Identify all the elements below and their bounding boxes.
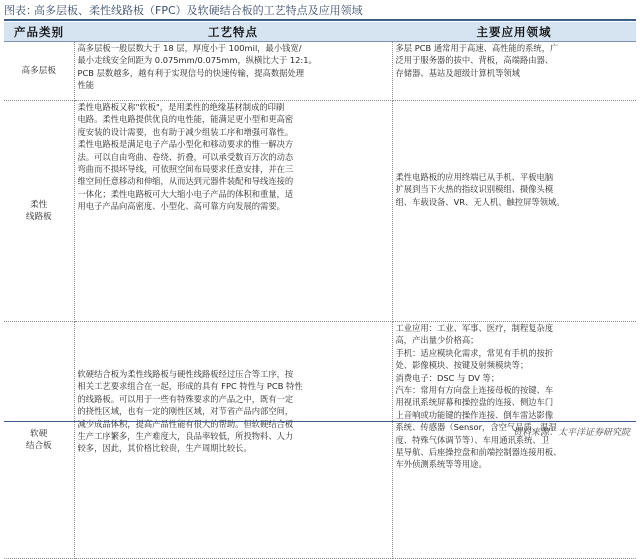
caption-title: 高多层板、柔性线路板（FPC）及软硬结合板的工艺特点及应用领域 [34,4,363,17]
source-note: 资料来源：太平洋证券研究院 [512,428,630,438]
category-cell [4,322,74,559]
feature-line: 生产工序繁多，生产难度大，良品率较低，所投物料、人力 [77,431,294,442]
header-features: 工艺特点 [74,22,392,42]
feature-line: 一体化；柔性电路板可大大缩小电子产品的体积和重量，适 [77,188,294,199]
feature-line: 相关工艺要求组合在一起，形成的具有 FPC 特性与 PCB 特性 [77,381,303,392]
application-line: 上音响或功能键的操作连接、倒车雷达影像 [395,409,554,420]
features-cell [74,101,392,322]
top-rule [4,19,636,21]
feature-line: 的挠性区域，也有一定的刚性区域，对节省产品内部空间， [77,406,294,417]
table-row [4,322,636,559]
feature-line: 高多层板一般层数大于 18 层，厚度小于 100mil，最小钱宽/ [77,43,302,53]
application-line: 泛用于服务器的拔中、背板，高端路由器、 [395,55,554,66]
header-applications: 主要应用领域 [392,22,636,42]
feature-line: 电路。柔性电路提供优良的电性能，能满足更小型和更高密 [77,114,294,125]
application-line: 星导航、后座操控盘和前端控制器连接用板、 [395,447,562,458]
category-text: 高多层板 [21,65,56,76]
category-cell [4,42,74,101]
application-line: 用视讯系统屏幕和操控盘的连接、侧边车门 [395,397,554,408]
application-line: 柔性电路板的应用终端已从手机、平板电脑 [395,172,554,182]
category-text: 线路板 [25,212,52,222]
feature-line: 较多，因此，其价格比较贵，生产周期比较长。 [77,443,252,454]
feature-line: 减少成品体积，提高产品性能有很大的帮助。但软硬结合板 [77,418,294,429]
category-text: 结合板 [25,441,52,451]
applications-cell [392,42,636,101]
table-row [4,101,636,322]
feature-line: 度安装的设计需要，也有助于减少组装工序和增强可靠性。 [77,126,294,137]
application-line: 处、影像模块、按键及射频模块等； [395,360,529,371]
application-line: 度、特殊气体调节等）、车用通讯系统、卫 [395,434,549,445]
feature-line: 用电子产品向高密度、小型化、高可靠方向发展的需要。 [77,201,285,212]
features-cell [74,42,392,101]
feature-line: 的线路板。可以用于一些有特殊要求的产品之中，既有一定 [77,393,294,404]
applications-cell [392,322,636,559]
application-line: 工业应用：工业、军事、医疗，制程复杂度 [395,323,554,333]
comparison-table [4,22,636,559]
feature-line: 性能 [77,80,95,91]
feature-line: 最小走线安全间距为 0.075mm/0.075mm，纵横比大于 12:1。 [77,55,317,66]
application-line: 高，产出量少价格高； [395,335,479,346]
feature-line: 法。可以自由弯曲、卷绕、折叠，可以承受数百万次的动态 [77,151,294,162]
application-line: 消费电子：DSC 与 DV 等； [395,372,500,383]
table-header-row [4,22,636,42]
feature-line: 柔性电路板是满足电子产品小型化和移动要求的惟一解决方 [77,139,294,150]
feature-line: PCB 层数越多，越有利于实现信号的快速传输，提高数据处理 [77,67,305,78]
category-text: 软硬 [30,428,48,439]
category-text: 柔性 [30,199,48,210]
application-line: 存储器、基站及超级计算机等领域 [395,67,520,78]
feature-line: 软硬结合板为柔性线路板与硬性线路板经过压合等工序，按 [77,369,294,379]
application-line: 车外侦测系统等等用途。 [395,459,487,470]
figure-caption: 图表：高多层板、柔性线路板（FPC）及软硬结合板的工艺特点及应用领域 [4,4,363,17]
feature-line: 柔性电路板又称"软板"，是用柔性的绝缘基材制成的印刷 [77,102,285,112]
caption-label: 图表 [4,4,26,17]
applications-cell [392,101,636,322]
category-cell [4,101,74,322]
feature-line: 维空间任意移动和伸缩，从而达到元器件装配和导线连接的 [77,176,294,187]
header-category: 产品类别 [4,22,74,42]
application-line: 扩展到当下火热的指纹识别模组、摄像头模 [395,184,554,195]
application-line: 组、车载设备、VR、无人机、触控屏等领域。 [395,196,565,207]
application-line: 手机：适应模块化需求，常见有手机的按折 [395,347,554,358]
feature-line: 弯曲而不损坏导线，可依照空间布局要求任意安排，并在三 [77,164,294,175]
application-line: 系统、传感器（Sensor，含空气品质、温湿 [395,422,557,433]
application-line: 多层 PCB 通常用于高速、高性能的系统，广 [395,43,559,53]
features-cell [74,322,392,559]
application-line: 汽车：常用有方向盘上连接母板的按键、车 [395,385,554,396]
bottom-rule [4,421,636,422]
table-row [4,42,636,101]
